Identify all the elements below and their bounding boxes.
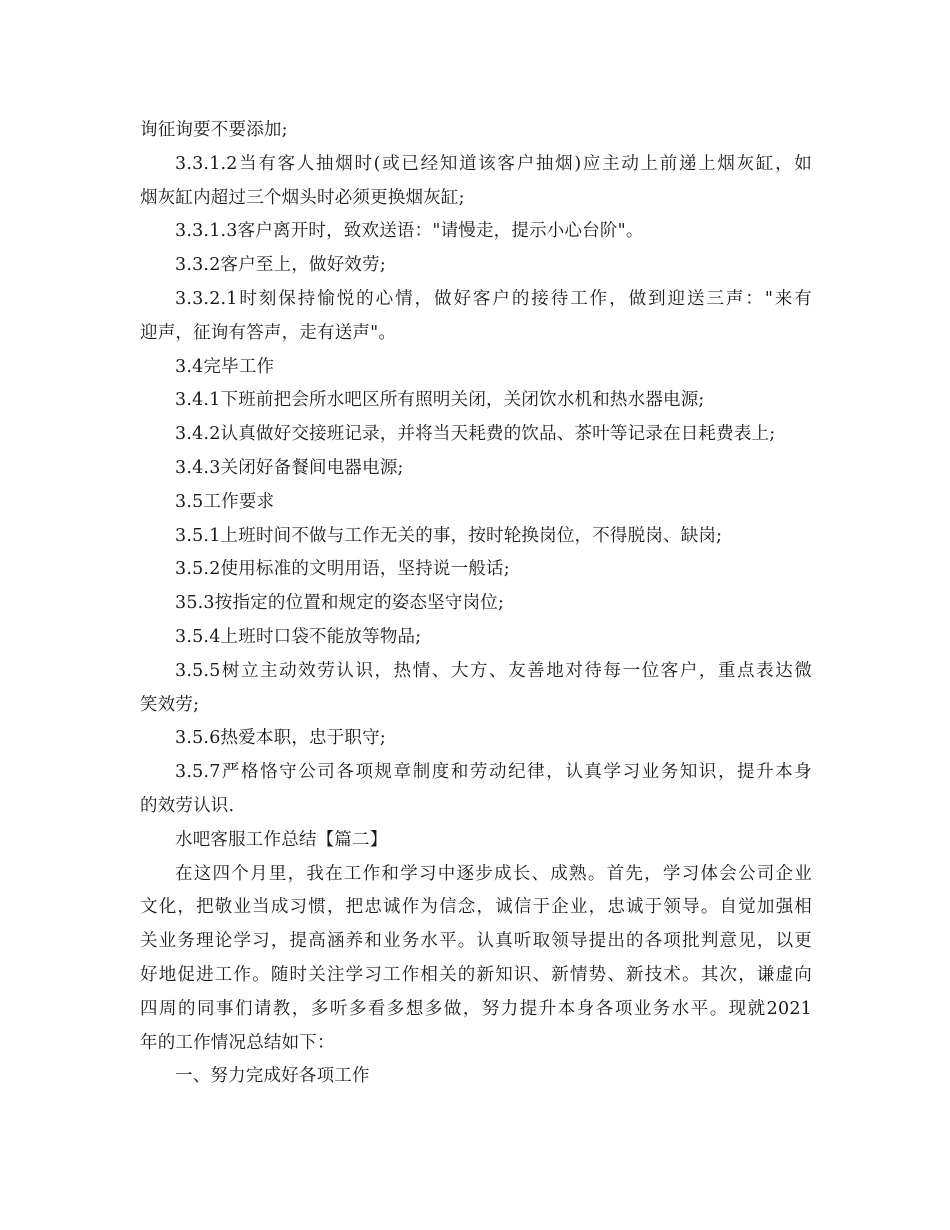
text-line: 的效劳认识. xyxy=(140,795,235,816)
text-line: 3.5.7严格恪守公司各项规章制度和劳动纪律，认真学习业务知识，提升本身 xyxy=(175,762,812,783)
text-line: 3.3.2.1时刻保持愉悦的心情，做好客户的接待工作，做到迎送三声："来有 xyxy=(175,288,812,309)
text-line: 关业务理论学习，提高涵养和业务水平。认真听取领导提出的各项批判意见，以更 xyxy=(140,931,812,952)
section-heading: 一、努力完成好各项工作 xyxy=(175,1066,370,1087)
text-line: 3.5.6热爱本职，忠于职守; xyxy=(175,728,386,749)
text-line: 迎声，征询有答声，走有送声"。 xyxy=(140,322,397,343)
section-heading: 3.5工作要求 xyxy=(175,491,275,512)
text-line: 3.5.5树立主动效劳认识，热情、大方、友善地对待每一位客户，重点表达微 xyxy=(175,660,812,681)
text-line: 烟灰缸内超过三个烟头时必须更换烟灰缸; xyxy=(140,187,465,208)
text-line: 3.3.1.3客户离开时，致欢送语："请慢走，提示小心台阶"。 xyxy=(175,221,644,242)
text-line: 3.5.2使用标准的文明用语，坚持说一般话; xyxy=(175,559,510,580)
section-heading: 3.4完毕工作 xyxy=(175,356,275,377)
section-title: 水吧客服工作总结【篇二】 xyxy=(175,829,388,850)
text-line: 35.3按指定的位置和规定的姿态坚守岗位; xyxy=(175,593,505,614)
text-line: 年的工作情况总结如下： xyxy=(140,1032,335,1053)
text-line: 在这四个月里，我在工作和学习中逐步成长、成熟。首先，学习体会公司企业 xyxy=(175,863,812,884)
text-line: 3.4.3关闭好备餐间电器电源; xyxy=(175,457,404,478)
text-line: 询征询要不要添加; xyxy=(140,120,288,140)
text-line: 文化，把敬业当成习惯，把忠诚作为信念，诚信于企业，忠诚于领导。自觉加强相 xyxy=(140,897,812,918)
document-body xyxy=(140,114,812,1094)
text-line: 3.3.2客户至上，做好效劳; xyxy=(175,255,386,276)
text-line: 3.5.1上班时间不做与工作无关的事，按时轮换岗位，不得脱岗、缺岗; xyxy=(175,525,723,546)
text-line: 3.5.4上班时口袋不能放等物品; xyxy=(175,626,422,647)
text-line: 好地促进工作。随时关注学习工作相关的新知识、新情势、新技术。其次，谦虚向 xyxy=(140,964,812,985)
text-line: 3.3.1.2当有客人抽烟时(或已经知道该客户抽烟)应主动上前递上烟灰缸，如 xyxy=(175,153,812,174)
text-line: 笑效劳; xyxy=(140,694,200,715)
text-line: 3.4.1下班前把会所水吧区所有照明关闭，关闭饮水机和热水器电源; xyxy=(175,390,705,411)
text-line: 四周的同事们请教，多听多看多想多做，努力提升本身各项业务水平。现就2021 xyxy=(140,998,812,1019)
text-line: 3.4.2认真做好交接班记录，并将当天耗费的饮品、茶叶等记录在日耗费表上; xyxy=(175,424,776,445)
